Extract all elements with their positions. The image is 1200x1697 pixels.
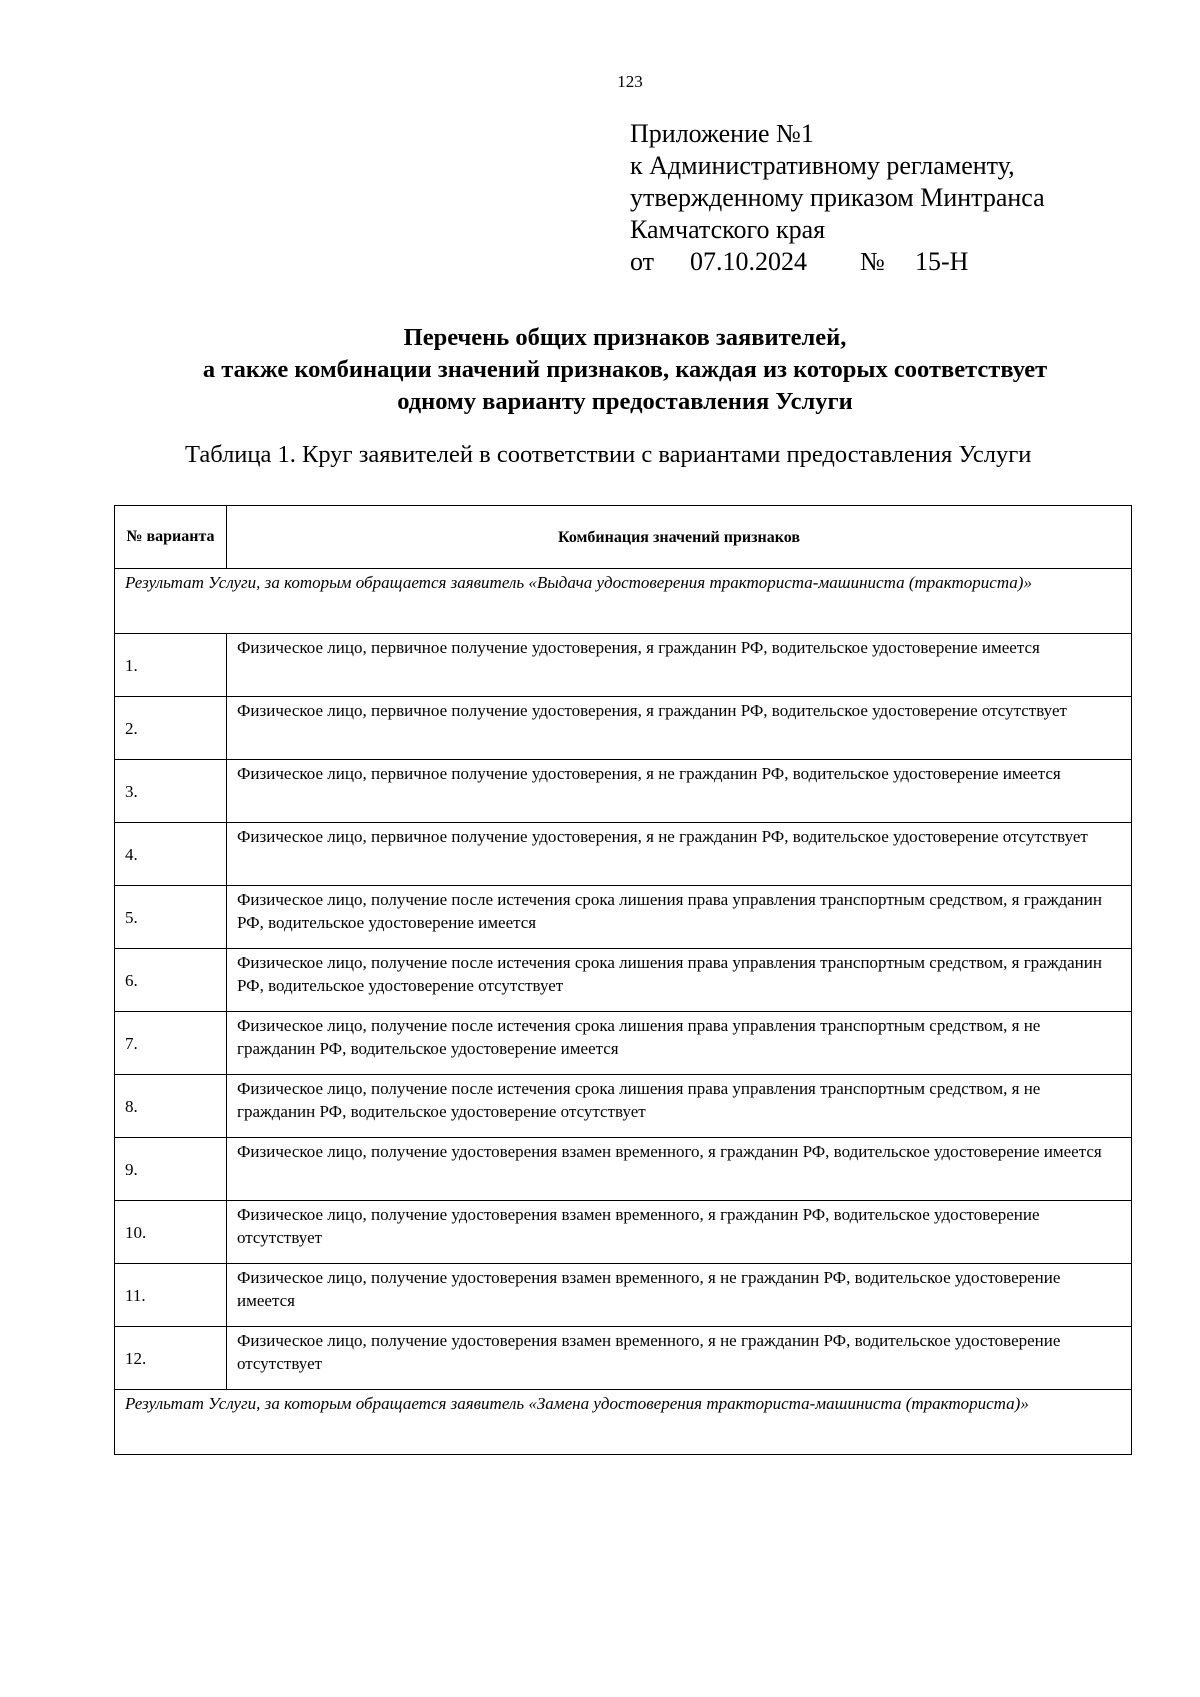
variant-number: 11. [115, 1264, 227, 1327]
annex-line-1: Приложение №1 [630, 119, 814, 148]
annex-header [630, 118, 1045, 278]
variant-combination: Физическое лицо, получение после истечения срока лишения права управления транспортным средством, я гражданин РФ, водительское удостоверение имеется [227, 886, 1132, 949]
variant-combination: Физическое лицо, первичное получение удостоверения, я гражданин РФ, водительское удостоверение имеется [227, 634, 1132, 697]
variant-number: 2. [115, 697, 227, 760]
variant-number: 4. [115, 823, 227, 886]
variants-table [114, 505, 1132, 1455]
table-row [115, 886, 1132, 949]
table-row [115, 760, 1132, 823]
variant-number: 12. [115, 1327, 227, 1390]
document-title [115, 322, 1135, 418]
variant-number: 3. [115, 760, 227, 823]
variant-number: 7. [115, 1012, 227, 1075]
variant-number: 6. [115, 949, 227, 1012]
variant-combination: Физическое лицо, получение удостоверения взамен временного, я не гражданин РФ, водительское удостоверение имеется [227, 1264, 1132, 1327]
annex-line-4: Камчатского края [630, 215, 826, 244]
title-line-3: одному варианту предоставления Услуги [397, 388, 853, 415]
table-row [115, 1201, 1132, 1264]
section-title-issue: Результат Услуги, за которым обращается заявитель «Выдача удостоверения тракториста-машиниста (тракториста)» [115, 569, 1132, 634]
title-line-2: а также комбинации значений признаков, каждая из которых соответствует [202, 356, 1048, 383]
table-row [115, 1327, 1132, 1390]
table-row [115, 1012, 1132, 1075]
variant-combination: Физическое лицо, получение удостоверения взамен временного, я гражданин РФ, водительское удостоверение имеется [227, 1138, 1132, 1201]
variant-combination: Физическое лицо, получение после истечения срока лишения права управления транспортным средством, я не гражданин РФ, водительское удостоверение отсутствует [227, 1075, 1132, 1138]
annex-line-3: утвержденному приказом Минтранса [630, 183, 1045, 212]
section-row-replacement [115, 1390, 1132, 1455]
table-row [115, 697, 1132, 760]
variant-combination: Физическое лицо, получение удостоверения взамен временного, я не гражданин РФ, водительское удостоверение отсутствует [227, 1327, 1132, 1390]
variant-number: 5. [115, 886, 227, 949]
header-variant-number: № варианта [115, 506, 227, 569]
table-row [115, 1138, 1132, 1201]
title-line-1: Перечень общих признаков заявителей, [403, 324, 847, 351]
number-sign: № [860, 247, 885, 276]
annex-date-line [630, 246, 1045, 278]
table-row [115, 949, 1132, 1012]
variant-combination: Физическое лицо, первичное получение удостоверения, я не гражданин РФ, водительское удостоверение отсутствует [227, 823, 1132, 886]
order-number: 15-Н [915, 247, 969, 276]
variant-combination: Физическое лицо, первичное получение удостоверения, я не гражданин РФ, водительское удостоверение имеется [227, 760, 1132, 823]
table-row [115, 1075, 1132, 1138]
order-date: 07.10.2024 [690, 247, 807, 276]
table-row [115, 823, 1132, 886]
variant-combination: Физическое лицо, получение после истечения срока лишения права управления транспортным средством, я не гражданин РФ, водительское удостоверение имеется [227, 1012, 1132, 1075]
annex-line-2: к Административному регламенту, [630, 151, 1015, 180]
header-combination: Комбинация значений признаков [227, 506, 1132, 569]
page-number: 123 [617, 72, 643, 91]
table-header-row [115, 506, 1132, 569]
section-title-replacement: Результат Услуги, за которым обращается заявитель «Замена удостоверения тракториста-машиниста (тракториста)» [115, 1390, 1132, 1455]
table-row [115, 1264, 1132, 1327]
variant-combination: Физическое лицо, получение удостоверения взамен временного, я гражданин РФ, водительское удостоверение отсутствует [227, 1201, 1132, 1264]
section-row-issue [115, 569, 1132, 634]
variant-number: 8. [115, 1075, 227, 1138]
variant-number: 10. [115, 1201, 227, 1264]
table-row [115, 634, 1132, 697]
variant-number: 9. [115, 1138, 227, 1201]
table-caption: Таблица 1. Круг заявителей в соответствии с вариантами предоставления Услуги [185, 441, 1032, 468]
variant-combination: Физическое лицо, первичное получение удостоверения, я гражданин РФ, водительское удостоверение отсутствует [227, 697, 1132, 760]
variant-number: 1. [115, 634, 227, 697]
date-prefix: от [630, 247, 655, 276]
variant-combination: Физическое лицо, получение после истечения срока лишения права управления транспортным средством, я гражданин РФ, водительское удостоверение отсутствует [227, 949, 1132, 1012]
